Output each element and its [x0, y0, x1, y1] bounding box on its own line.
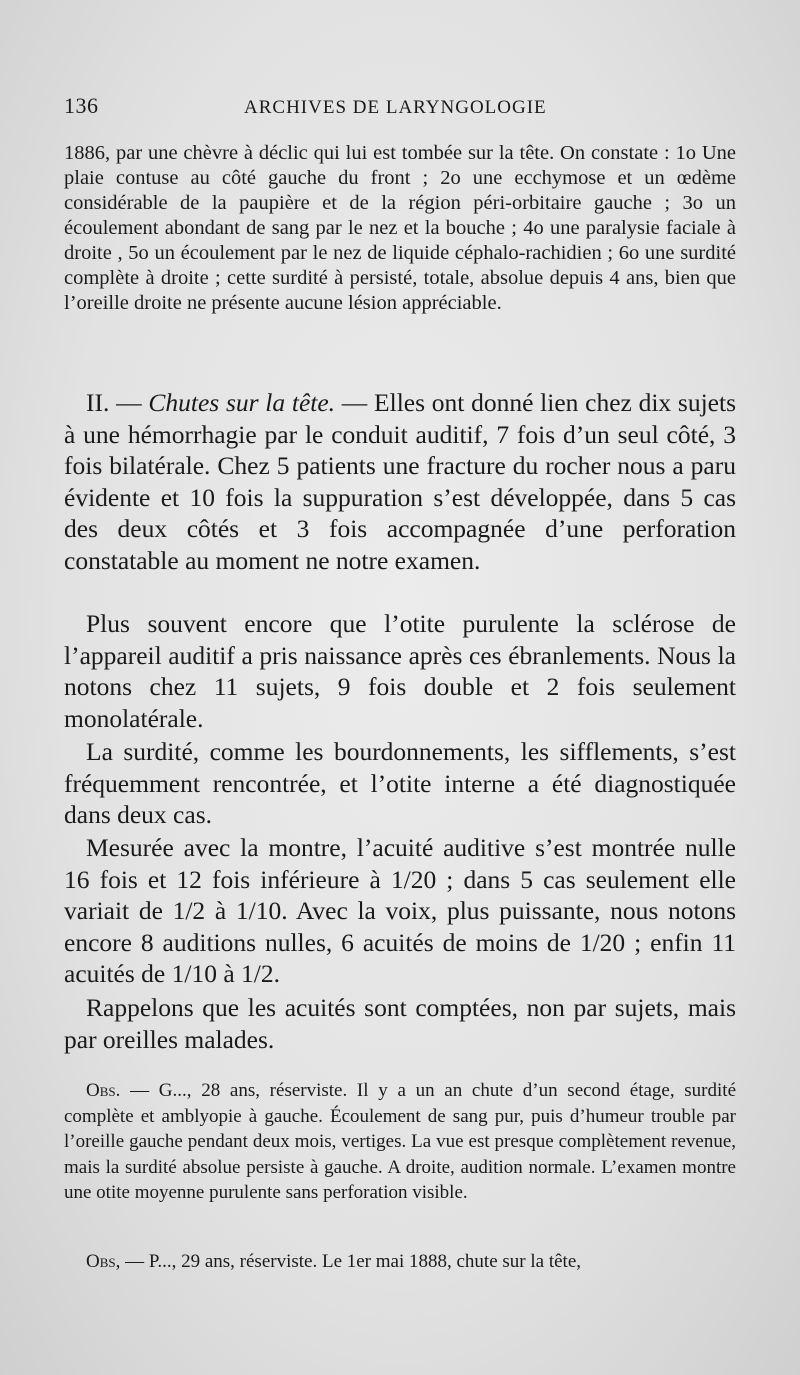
section-text: — Elles ont donné lien chez dix sujets à une hémorrhagie par le conduit auditif, 7 fois d’un seul côté, 3 fois bilatérale. Chez 5 patients une fracture du rocher nous a paru évidente et 10 fois la suppuration s’est développée, dans 5 cas des deux côtés et 3 fois accompagnée d’une perforation constatable au moment ne notre examen.: [64, 388, 737, 575]
observation-p: [64, 1249, 736, 1275]
observation-g: [64, 1078, 736, 1206]
running-title: ARCHIVES DE LARYNGOLOGIE: [244, 97, 547, 118]
observation-text: — G..., 28 ans, réserviste. Il y a un an chute d’un second étage, surdité complète et amblyopie à gauche. Écoulement de sang pur, puis d’humeur trouble par l’oreille gauche pendant deux mois, vertiges. La vue est presque complètement revenue, mais la surdité absolue persiste à gauche. A droite, audition normale. L’examen montre une otite moyenne purulente sans perforation visible.: [64, 1080, 736, 1203]
paragraph-acuite: Mesurée avec la montre, l’acuité auditive s’est montrée nulle 16 fois et 12 fois inférieure à 1/20 ; dans 5 cas seulement elle variait de 1/2 à 1/10. Avec la voix, plus puissante, nous notons encore 8 auditions nulles, 6 acuités de moins de 1/20 ; enfin 11 acuités de 1/10 à 1/2.: [64, 833, 736, 988]
paragraph-surdite: La surdité, comme les bourdonnements, les sifflements, s’est fréquemment rencontrée, et l’otite interne a été diagnostiquée dans deux cas.: [64, 737, 736, 829]
paragraph-section-ii: [64, 387, 736, 576]
page-number: 136: [64, 93, 99, 118]
observation-label: Obs.: [86, 1080, 121, 1101]
observation-text: — P..., 29 ans, réserviste. Le 1er mai 1888, chute sur la tête,: [125, 1251, 582, 1272]
paragraph-sclerose: Plus souvent encore que l’otite purulente la sclérose de l’appareil auditif a pris naissance après ces ébranlements. Nous la notons chez 11 sujets, 9 fois double et 2 fois seulement monolatérale.: [64, 609, 736, 733]
paragraph-rappel: Rappelons que les acuités sont comptées, non par sujets, mais par oreilles malades.: [64, 993, 736, 1054]
section-heading: Chutes sur la tête.: [148, 388, 336, 417]
observation-label: Obs,: [86, 1251, 121, 1272]
paragraph-case-continuation: 1886, par une chèvre à déclic qui lui est tombée sur la tête. On constate : 1o Une plaie contuse au côté gauche du front ; 2o une ecchymose et un œdème considérable de la paupière et de la région péri-orbitaire gauche ; 3o un écoulement abondant de sang par le nez et la bouche ; 4o une paralysie faciale à droite , 5o un écoulement par le nez de liquide céphalo-rachidien ; 6o une surdité complète à droite ; cette surdité à persisté, totale, absolue depuis 4 ans, bien que l’oreille droite ne présente aucune lésion appréciable.: [64, 142, 736, 314]
section-number: II. —: [86, 388, 142, 417]
